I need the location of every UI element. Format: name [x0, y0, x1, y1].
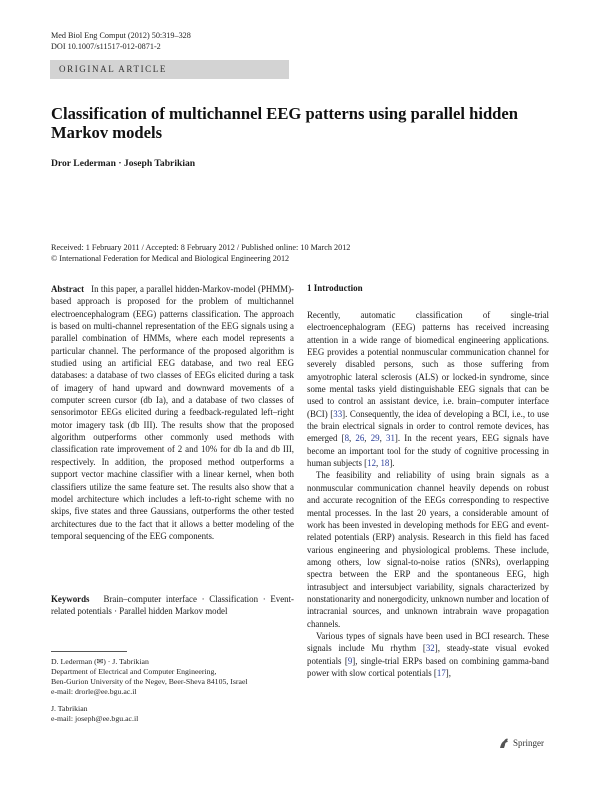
keywords-text: Brain–computer interface · Classification · Event-related potentials · Parallel hidden Markov model — [51, 594, 295, 617]
springer-horse-icon — [498, 737, 510, 749]
authors: Dror Lederman · Joseph Tabrikian — [51, 158, 196, 169]
affil-email-lederman[interactable]: e-mail: drorle@ee.bgu.ac.il — [51, 686, 137, 696]
intro-p3-text: ], single-trial ERPs based on combining gamma-band power with slow cortical potentials [ — [307, 655, 549, 678]
citation-link[interactable]: 9 — [347, 655, 353, 666]
affil-department: Department of Electrical and Computer Engineering, — [51, 666, 217, 676]
intro-paragraph-3 — [307, 630, 549, 679]
intro-body — [307, 309, 549, 679]
section-label: ORIGINAL ARTICLE — [59, 64, 167, 74]
journal-citation: Med Biol Eng Comput (2012) 50:319–328 — [51, 31, 191, 40]
intro-paragraph-2: The feasibility and reliability of using brain signals as a nonmuscular communication channel heavily depends on robust and accurate recognition of the EEGs corresponding to respective mental processes. In the last 20 years, a considerable amount of work has been invested in developing methods for EEG and event-related potentials (ERP) analysis. Research in this field has faced various engineering and physiological problems. These include, among others, low signal-to-noise ratios (SNRs), overlapping spectra between the ERP and the spontaneous EEG, high intrasubject and intersubject variability, signals characterized by nonstationarity and nonergodicity, unknown number and location of intracranial sources, and unknown intrabrain wave propagation channels. — [307, 470, 549, 629]
affil-gap — [51, 697, 301, 704]
affil-university: Ben-Gurion University of the Negev, Beer-Sheva 84105, Israel — [51, 676, 248, 686]
intro-p1-text: ]. Consequently, the idea of developing a BCI, i.e., to use the brain electrical signals in order to control remote devices, has emerged [ — [307, 408, 549, 444]
intro-p1-text: ]. In the recent years, EEG signals have become an important tool for the study of cognitive processing in human subjects [ — [307, 433, 549, 469]
intro-paragraph-1: Recently, automatic classification of single-trial electroencephalogram (EEG) patterns has received increasing attention in a wide range of biomedical engineering applications. EEG provides a potential nonmuscular communication channel for severely disabled persons, such as those suffering from amyotrophic lateral sclerosis (ALS) or locked-in syndrome, since some mental tasks yield distinguishable EEG signals that can be used to control an assistant device, i.e. brain–computer interface (BCI) [33]. Consequently, the idea of developing a BCI, i.e., to use the brain electrical signals in order to control remote devices, has emerged [8, 26, 29, 31]. In the recent years, EEG signals have become an important tool for the study of cognitive processing in human subjects [12, 18]. — [307, 310, 549, 469]
intro-p1-text: Recently, automatic classification of single-trial electroencephalogram (EEG) patterns has received increasing attention in a wide range of biomedical engineering applications. EEG provides a potential nonmuscular communication channel for severely disabled persons, such as those suffering from amyotrophic lateral sclerosis (ALS) or locked-in syndrome, since some mental tasks yield distinguishable EEG signals that can be used to control an assistant device, i.e. brain–computer interface (BCI) [ — [307, 310, 549, 419]
publisher-name: Springer — [513, 738, 544, 748]
citation-link[interactable]: 29 — [370, 433, 380, 444]
affil-email-tabrikian[interactable]: e-mail: joseph@ee.bgu.ac.il — [51, 713, 139, 723]
doi[interactable]: DOI 10.1007/s11517-012-0871-2 — [51, 42, 161, 51]
affiliations — [51, 657, 301, 723]
intro-p3-text: Various types of signals have been used in BCI research. These signals include Mu rhythm [ — [307, 630, 549, 654]
intro-p3-text: ], — [445, 667, 451, 678]
citation-link[interactable]: 31 — [386, 433, 395, 444]
intro-heading: 1 Introduction — [307, 283, 363, 293]
paper-title: Classification of multichannel EEG patterns using parallel hidden Markov models — [51, 104, 518, 142]
footnote-divider — [51, 651, 127, 652]
citation-link[interactable]: 8 — [344, 433, 349, 444]
affil-author-tabrikian: J. Tabrikian — [51, 703, 88, 713]
affil-authors: D. Lederman (✉) · J. Tabrikian — [51, 657, 149, 666]
citation-link[interactable]: 17 — [436, 667, 446, 678]
citation-link[interactable]: 32 — [425, 643, 435, 654]
publisher-logo — [498, 737, 544, 749]
publication-dates: Received: 1 February 2011 / Accepted: 8 February 2012 / Published online: 10 March 2012 — [51, 243, 351, 252]
intro-p3-text: ], steady-state visual evoked potentials [ — [307, 643, 549, 666]
abstract-text: In this paper, a parallel hidden-Markov-model (PHMM)-based approach is proposed for the problem of multichannel electroencephalogram (EEG) patterns classification. The approach is based on multi-channel representation of the EEG signals using a parallel combination of HMMs, where each model represents a particular channel. The performance of the proposed algorithm is studied using an artificial EEG database, and two real EEG databases: a database of two classes of EEGs elicited during a task of imagery of hand upward and downward movements of a computer screen cursor (db Ia), and a database of two classes of sensorimotor EEGs elicited during a feedback-regulated left–right motor imagery task (db III). The results show that the proposed algorithm outperforms other commonly used methods with classification rate improvement of 2 and 10% for db Ia and db III, respectively. In addition, the proposed method outperforms a support vector machine classifier with a linear kernel, when both classifiers utilize the same feature set. The results also show that a model architecture which includes a left-to-right scheme with no skips, five states and three Gaussians, outperforms the other tested architectures due to the fact that it allows a better modeling of the temporal sequencing of the EEG components. — [51, 284, 294, 541]
keywords-label: Keywords — [51, 594, 90, 604]
citation-link[interactable]: 18 — [380, 458, 390, 469]
citation-link[interactable]: 26 — [355, 433, 365, 444]
section-banner — [50, 60, 289, 79]
citation-link[interactable]: 33 — [333, 408, 343, 419]
intro-p1-text: ]. — [389, 458, 395, 469]
abstract-label: Abstract — [51, 284, 85, 294]
citation-link[interactable]: 12 — [367, 458, 377, 469]
keywords — [51, 593, 294, 618]
copyright: © International Federation for Medical and Biological Engineering 2012 — [51, 254, 290, 263]
abstract — [51, 283, 294, 542]
